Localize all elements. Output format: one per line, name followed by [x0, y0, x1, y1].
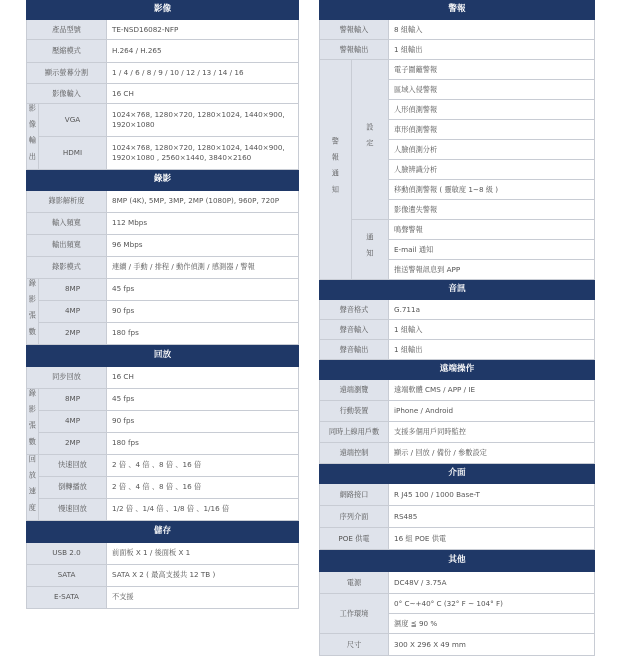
model-value: TE-NSD16082-NFP — [107, 20, 299, 40]
alarm-setting-item: 區域入侵警報 — [389, 80, 595, 100]
alarm-notice-item: 推送警報訊息到 APP — [389, 260, 595, 280]
left-spec-column — [26, 0, 299, 609]
usb-label: USB 2.0 — [27, 542, 107, 564]
video-input-value: 16 CH — [107, 84, 299, 104]
power-label: 電源 — [320, 572, 389, 594]
audio-input-label: 聲音輸入 — [320, 320, 389, 340]
alarm-input-value: 8 組輸入 — [389, 20, 595, 40]
codec-label: 壓縮模式 — [27, 40, 107, 63]
rec-8mp-label: 8MP — [39, 278, 107, 300]
alarm-setting-item: 移動偵測警報 ( 靈敏度 1~8 級 ) — [389, 180, 595, 200]
record-res-value: 8MP (4K), 5MP, 3MP, 2MP (1080P), 960P, 720P — [107, 190, 299, 212]
pb-4mp-value: 90 fps — [107, 410, 299, 432]
alarm-setting-item: 影像遺失警報 — [389, 200, 595, 220]
input-bandwidth-label: 輸入頻寬 — [27, 212, 107, 234]
dimensions-value: 300 X 296 X 49 mm — [389, 634, 595, 656]
alarm-setting-item: 電子圍籬警報 — [389, 60, 595, 80]
mobile-device-value: iPhone / Android — [389, 401, 595, 422]
slow-playback-label: 慢速回放 — [39, 498, 107, 520]
slow-playback-value: 1/2 倍 、1/4 倍 、1/8 倍 、1/16 倍 — [107, 498, 299, 520]
section-title-other: 其他 — [320, 550, 595, 572]
hdmi-value: 1024×768, 1280×720, 1280×1024, 1440×900, 1920×1080 , 2560×1440, 3840×2160 — [107, 136, 299, 169]
alarm-setting-label: 設定 — [352, 60, 389, 220]
record-fps-label: 錄影張數 — [28, 278, 38, 344]
audio-output-label: 聲音輸出 — [320, 340, 389, 360]
model-label: 產品型號 — [27, 20, 107, 40]
record-mode-label: 錄影模式 — [27, 256, 107, 278]
output-bandwidth-value: 96 Mbps — [107, 234, 299, 256]
pb-2mp-value: 180 fps — [107, 432, 299, 454]
rec-2mp-label: 2MP — [39, 322, 107, 344]
poe-label: POE 供電 — [320, 528, 389, 550]
fast-playback-label: 快速回放 — [39, 454, 107, 476]
serial-interface-value: RS485 — [389, 506, 595, 528]
hdmi-label: HDMI — [39, 136, 107, 169]
vga-label: VGA — [39, 104, 107, 137]
remote-browse-value: 遠端軟體 CMS / APP / IE — [389, 380, 595, 401]
sync-playback-label: 同步回放 — [27, 366, 107, 388]
humidity-value: 濕度 ≦ 90 % — [389, 614, 595, 634]
section-title-video: 影像 — [27, 1, 299, 20]
section-title-audio: 音訊 — [320, 280, 595, 300]
playback-fps-label: 錄影張數 — [28, 388, 38, 454]
network-port-label: 網路接口 — [320, 484, 389, 506]
video-input-label: 影像輸入 — [27, 84, 107, 104]
power-value: DC48V / 3.75A — [389, 572, 595, 594]
section-title-interface: 介面 — [320, 464, 595, 484]
esata-label: E-SATA — [27, 586, 107, 608]
concurrent-users-value: 支援多個用戶同時監控 — [389, 422, 595, 443]
serial-interface-label: 序列介面 — [320, 506, 389, 528]
rec-2mp-value: 180 fps — [107, 322, 299, 344]
record-mode-value: 連續 / 手動 / 排程 / 動作偵測 / 感測器 / 警報 — [107, 256, 299, 278]
section-title-record: 錄影 — [27, 169, 299, 190]
pb-8mp-value: 45 fps — [107, 388, 299, 410]
alarm-setting-item: 人臉辨識分析 — [389, 160, 595, 180]
split-value: 1 / 4 / 6 / 8 / 9 / 10 / 12 / 13 / 14 / 16 — [107, 63, 299, 84]
pb-8mp-label: 8MP — [39, 388, 107, 410]
split-label: 顯示螢幕分割 — [27, 63, 107, 84]
alarm-setting-item: 車形偵測警報 — [389, 120, 595, 140]
usb-value: 前面板 X 1 / 後面板 X 1 — [107, 542, 299, 564]
pb-4mp-label: 4MP — [39, 410, 107, 432]
audio-input-value: 1 組輸入 — [389, 320, 595, 340]
sata-value: SATA X 2 ( 最高支援共 12 TB ) — [107, 564, 299, 586]
remote-browse-label: 遠端瀏覽 — [320, 380, 389, 401]
section-title-alarm: 警報 — [320, 1, 595, 20]
output-bandwidth-label: 輸出頻寬 — [27, 234, 107, 256]
remote-control-value: 顯示 / 回放 / 備份 / 參數設定 — [389, 443, 595, 464]
alarm-notify-label: 警報通知 — [320, 60, 352, 280]
alarm-setting-item: 人臉偵測分析 — [389, 140, 595, 160]
dimensions-label: 尺寸 — [320, 634, 389, 656]
alarm-setting-item: 人形偵測警報 — [389, 100, 595, 120]
right-spec-table — [319, 0, 595, 656]
sync-playback-value: 16 CH — [107, 366, 299, 388]
right-spec-column — [319, 0, 595, 656]
rec-4mp-label: 4MP — [39, 300, 107, 322]
rec-4mp-value: 90 fps — [107, 300, 299, 322]
rec-8mp-value: 45 fps — [107, 278, 299, 300]
record-res-label: 錄影解析度 — [27, 190, 107, 212]
poe-value: 16 組 POE 供電 — [389, 528, 595, 550]
reverse-playback-value: 2 倍 、4 倍 、8 倍 、16 倍 — [107, 476, 299, 498]
pb-2mp-label: 2MP — [39, 432, 107, 454]
concurrent-users-label: 同時上線用戶數 — [320, 422, 389, 443]
codec-value: H.264 / H.265 — [107, 40, 299, 63]
esata-value: 不支援 — [107, 586, 299, 608]
environment-label: 工作環境 — [320, 594, 389, 634]
remote-control-label: 遠端控制 — [320, 443, 389, 464]
alarm-output-value: 1 組輸出 — [389, 40, 595, 60]
left-spec-table — [26, 0, 299, 609]
audio-output-value: 1 組輸出 — [389, 340, 595, 360]
alarm-notice-item: 鳴聲警報 — [389, 220, 595, 240]
audio-format-label: 聲音格式 — [320, 300, 389, 320]
alarm-notice-item: E-mail 通知 — [389, 240, 595, 260]
alarm-output-label: 警報輸出 — [320, 40, 389, 60]
section-title-storage: 儲存 — [27, 520, 299, 542]
vga-value: 1024×768, 1280×720, 1280×1024, 1440×900, 1920×1080 — [107, 104, 299, 137]
reverse-playback-label: 倒轉播放 — [39, 476, 107, 498]
temperature-value: 0° C~+40° C (32° F ~ 104° F) — [389, 594, 595, 614]
audio-format-value: G.711a — [389, 300, 595, 320]
network-port-value: R J45 100 / 1000 Base-T — [389, 484, 595, 506]
input-bandwidth-value: 112 Mbps — [107, 212, 299, 234]
section-title-remote: 遠端操作 — [320, 360, 595, 380]
alarm-notice-label: 通知 — [352, 220, 389, 280]
fast-playback-value: 2 倍 、4 倍 、8 倍 、16 倍 — [107, 454, 299, 476]
sata-label: SATA — [27, 564, 107, 586]
alarm-input-label: 警報輸入 — [320, 20, 389, 40]
section-title-playback: 回放 — [27, 344, 299, 366]
mobile-device-label: 行動裝置 — [320, 401, 389, 422]
playback-speed-label: 回放速度 — [28, 454, 38, 520]
video-output-label: 影像輸出 — [28, 104, 38, 169]
